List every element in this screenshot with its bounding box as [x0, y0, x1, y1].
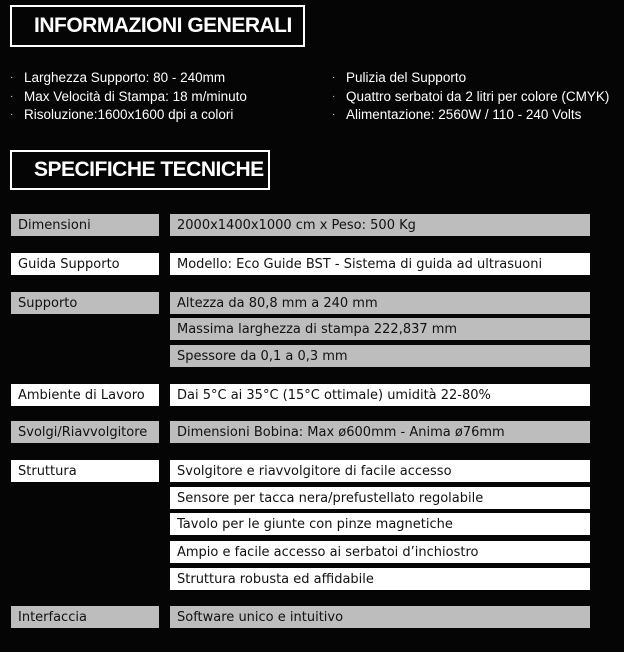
spec-row-supporto [0, 292, 624, 314]
spec-row-struttura-2 [0, 487, 624, 509]
info-resolution: Risoluzione:1600x1600 dpi a colori [24, 107, 234, 122]
spec-label: Svolgi/Riavvolgitore [11, 421, 159, 443]
general-info-title-text: INFORMAZIONI GENERALI [34, 14, 292, 37]
list-item [10, 69, 247, 88]
list-item [332, 69, 609, 88]
general-info-left-list [10, 69, 247, 125]
bullet-icon: · [332, 72, 336, 83]
spec-value: Ampio e facile accesso ai serbatoi d’inchiostro [170, 541, 590, 563]
spec-row-guida [0, 253, 624, 275]
bullet-icon: · [332, 109, 336, 120]
spec-row-ambiente [0, 384, 624, 406]
spec-row-supporto-3 [0, 345, 624, 367]
spec-row-supporto-2 [0, 318, 624, 340]
spec-value: Software unico e intuitivo [170, 606, 590, 628]
spec-label: Interfaccia [11, 606, 159, 628]
list-item [332, 88, 609, 107]
spec-value: Sensore per tacca nera/prefustellato regolabile [170, 487, 590, 509]
general-info-title [10, 5, 305, 47]
bullet-icon: · [10, 109, 14, 120]
spec-label: Dimensioni [11, 214, 159, 236]
spec-label: Guida Supporto [11, 253, 159, 275]
general-info-right-list [332, 69, 609, 125]
spec-row-dimensioni [0, 214, 624, 236]
spec-value: 2000x1400x1000 cm x Peso: 500 Kg [170, 214, 590, 236]
spec-row-svolgi [0, 421, 624, 443]
bullet-icon: · [10, 72, 14, 83]
spec-value: Struttura robusta ed affidabile [170, 568, 590, 590]
spec-value: Massima larghezza di stampa 222,837 mm [170, 318, 590, 340]
specs-title-text: SPECIFICHE TECNICHE [34, 158, 264, 181]
list-item [10, 88, 247, 107]
spec-value: Svolgitore e riavvolgitore di facile accesso [170, 460, 590, 482]
spec-value: Dimensioni Bobina: Max ø600mm - Anima ø76mm [170, 421, 590, 443]
spec-row-struttura-3 [0, 513, 624, 535]
spec-label: Struttura [11, 460, 159, 482]
bullet-icon: · [332, 90, 336, 102]
list-item [10, 106, 247, 125]
spec-row-interfaccia [0, 606, 624, 628]
spec-label: Ambiente di Lavoro [11, 384, 159, 406]
info-tanks: Quattro serbatoi da 2 litri per colore (CMYK) [346, 88, 610, 104]
info-cleaning: Pulizia del Supporto [346, 70, 467, 85]
list-item [332, 106, 609, 125]
spec-row-struttura-4 [0, 541, 624, 563]
spec-value: Modello: Eco Guide BST - Sistema di guida ad ultrasuoni [170, 253, 590, 275]
info-power: Alimentazione: 2560W / 110 - 240 Volts [346, 107, 582, 122]
info-support-width: Larghezza Supporto: 80 - 240mm [24, 70, 226, 85]
spec-value: Tavolo per le giunte con pinze magnetiche [170, 513, 590, 535]
info-print-speed: Max Velocità di Stampa: 18 m/minuto [24, 88, 247, 104]
spec-row-struttura [0, 460, 624, 482]
spec-value: Dai 5°C ai 35°C (15°C ottimale) umidità 22-80% [170, 384, 590, 406]
specs-title [10, 150, 270, 190]
bullet-icon: · [10, 90, 14, 102]
spec-value: Spessore da 0,1 a 0,3 mm [170, 345, 590, 367]
spec-row-struttura-5 [0, 568, 624, 590]
spec-label: Supporto [11, 292, 159, 314]
spec-value: Altezza da 80,8 mm a 240 mm [170, 292, 590, 314]
